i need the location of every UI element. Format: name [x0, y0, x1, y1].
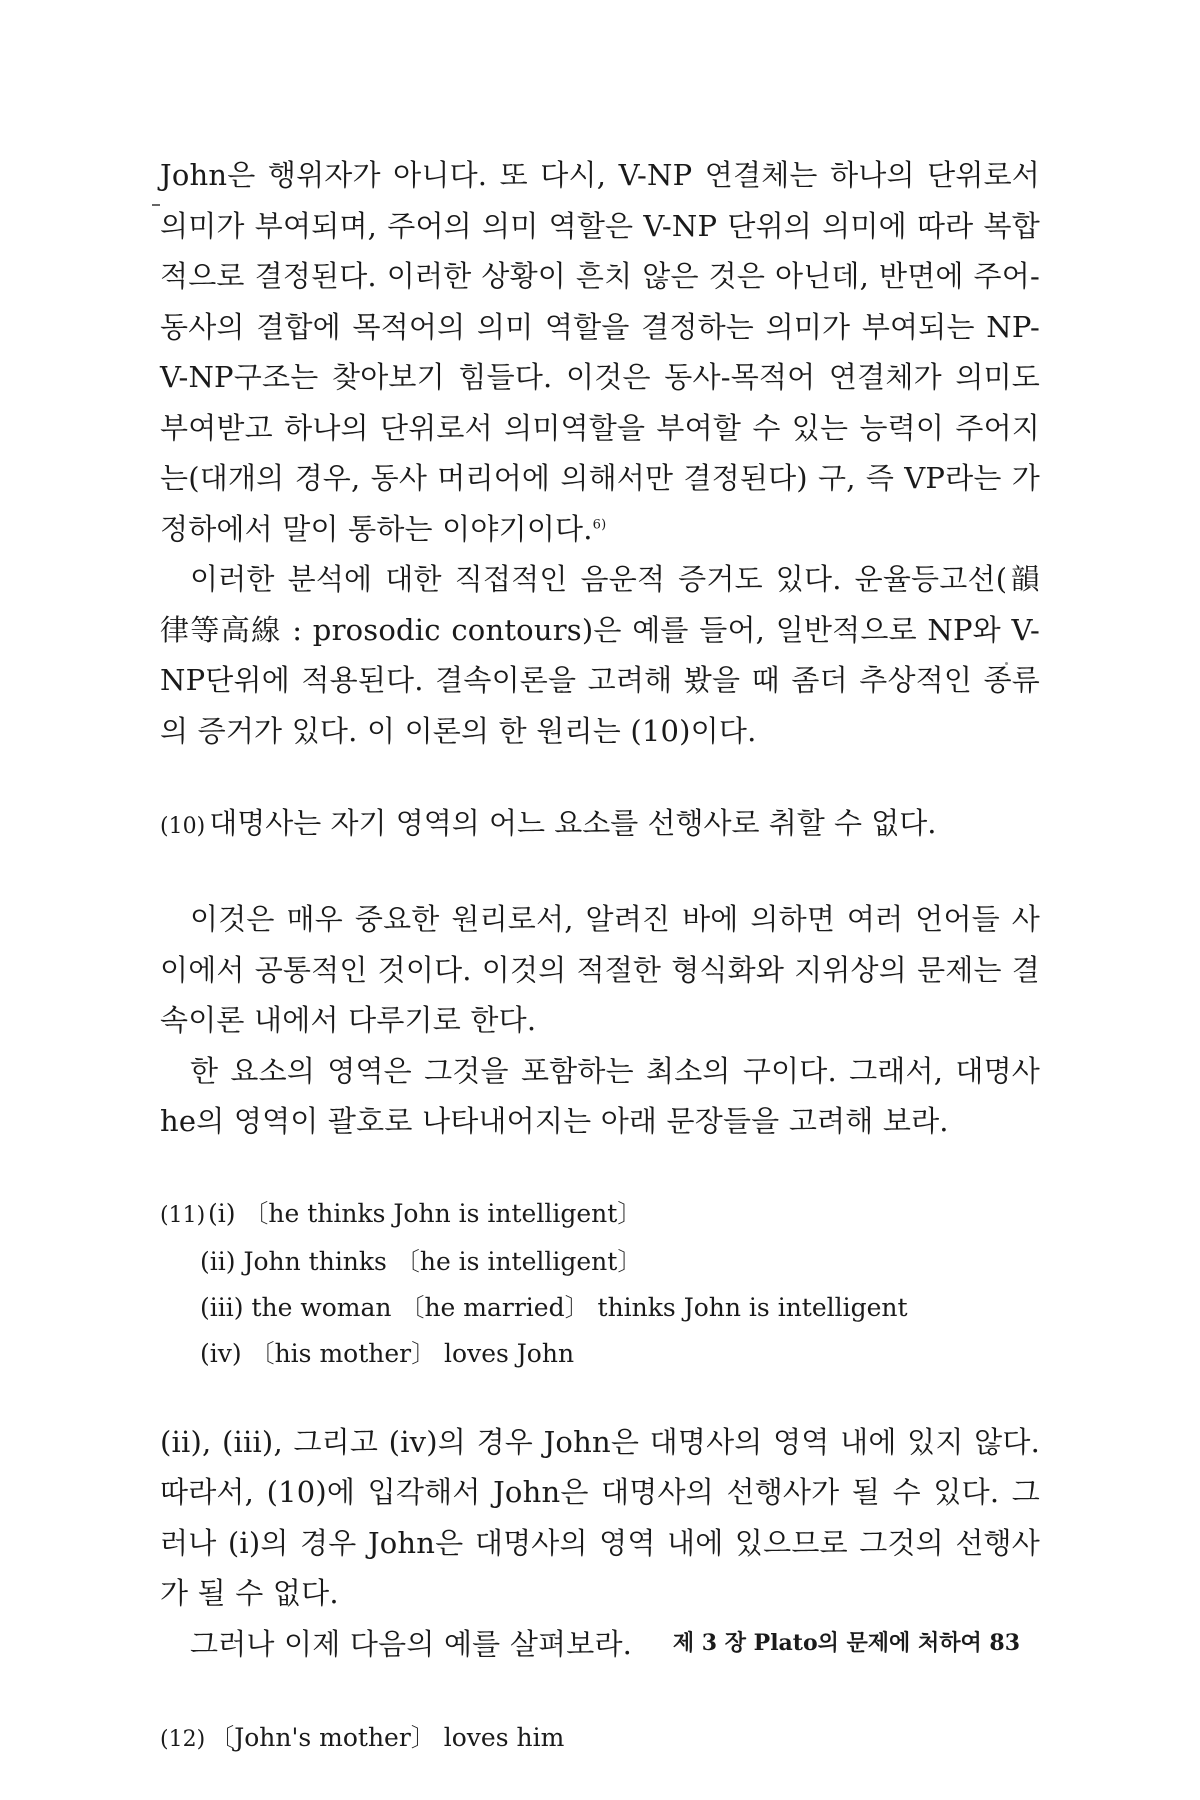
paragraph-6: 그러나 이제 다음의 예를 살펴보라. [190, 1626, 633, 1661]
margin-mark [152, 204, 160, 206]
paragraph-4: 한 요소의 영역은 그것을 포함하는 최소의 구이다. 그래서, 대명사 he의 영역이 괄호로 나타내어지는 아래 문장들을 고려해 보라. [160, 1053, 1040, 1138]
paragraph-5: (ii), (iii), 그리고 (iv)의 경우 John은 대명사의 영역 내에 있지 않다. 따라서, (10)에 입각해서 John은 대명사의 선행사가 될 수 있다. 그러나 (i)의 경우 John은 대명사의 영역 내에 있으므로 그것의 선행사가 될 수 없다. [160, 1424, 1040, 1610]
page-body [160, 150, 1040, 1763]
paragraph-2: 이러한 분석에 대한 직접적인 음운적 증거도 있다. 운율등고선(韻律等高線 : prosodic contours)은 예를 들어, 일반적으로 NP와 V-NP단위에 적용된다. 결속이론을 고려해 봤을 때 좀더 추상적인 종류의 증거가 있다. 이 이론의 한 원리는 (10)이다. [160, 562, 1040, 748]
example-text: 대명사는 자기 영역의 어느 요소를 선행사로 취할 수 없다. [209, 806, 937, 840]
example-number: (10) [160, 814, 206, 839]
example-number: (12) [160, 1727, 206, 1752]
example-item: (iv) 〔his mother〕 loves John [200, 1338, 575, 1368]
example-12 [160, 1713, 1040, 1763]
example-item: (iii) the woman 〔he married〕 thinks John is intelligent [200, 1292, 908, 1322]
footnote-marker: 6) [592, 516, 607, 532]
page-footer: 제 3 장 Plato의 문제에 처하여 83 [672, 1630, 1020, 1656]
example-item: (ii) John thinks 〔he is intelligent〕 [200, 1246, 643, 1276]
example-10 [160, 800, 1040, 850]
example-item: (i) 〔he thinks John is intelligent〕 [207, 1198, 643, 1228]
paragraph-1-text: John은 행위자가 아니다. 또 다시, V-NP 연결체는 하나의 단위로서 의미가 부여되며, 주어의 의미 역할은 V-NP 단위의 의미에 따라 복합적으로 결정된다. 이러한 상황이 흔치 않은 것은 아닌데, 반면에 주어-동사의 결합에 목적어의 의미 역할을 결정하는 의미가 부여되는 NP-V-NP구조는 찾아보기 힘들다. 이것은 동사-목적어 연결체가 의미도 부여받고 하나의 단위로서 의미역할을 부여할 수 있는 능력이 주어지는(대개의 경우, 동사 머리어에 의해서만 결정된다) 구, 즉 VP라는 가정하에서 말이 통하는 이야기이다. [160, 158, 1040, 546]
example-number: (11) [160, 1202, 206, 1228]
paragraph-1 [160, 150, 1040, 554]
example-11 [160, 1191, 1040, 1377]
example-text: 〔John's mother〕 loves him [209, 1723, 565, 1752]
paragraph-3: 이것은 매우 중요한 원리로서, 알려진 바에 의하면 여러 언어들 사이에서 공통적인 것이다. 이것의 적절한 형식화와 지위상의 문제는 결속이론 내에서 다루기로 한다. [160, 902, 1040, 1037]
